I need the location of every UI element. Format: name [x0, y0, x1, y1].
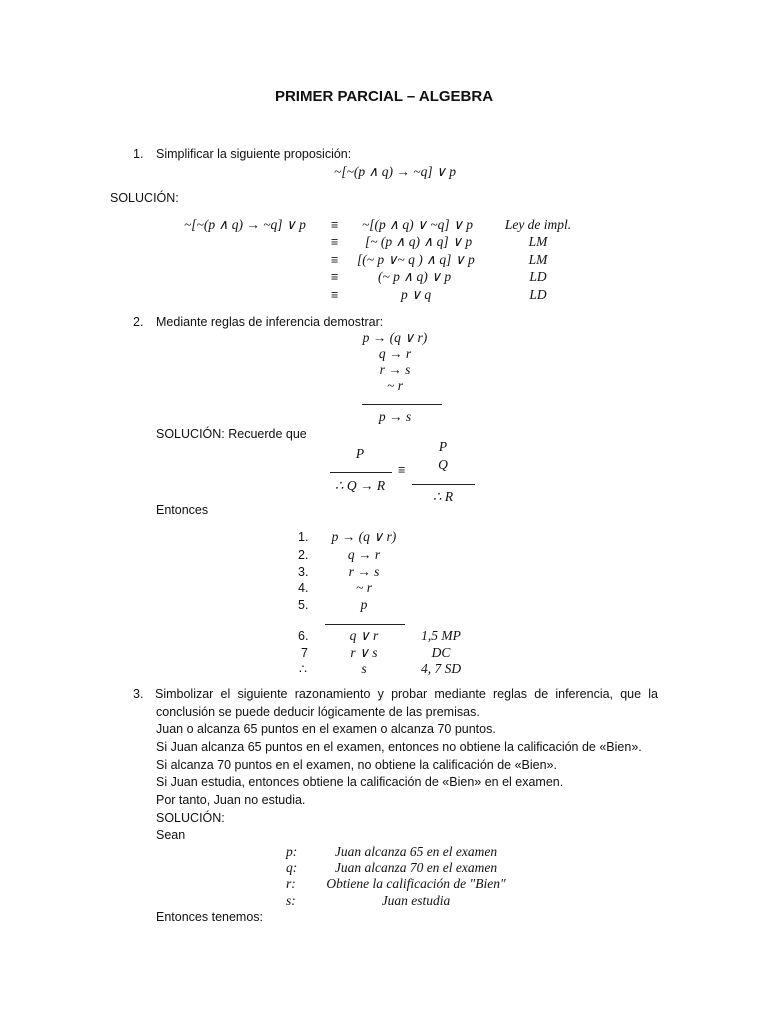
q2-premise: ~ r	[387, 378, 403, 393]
rule-equiv-sign: ≡	[398, 463, 406, 477]
q3-first-line: Simbolizar el siguiente razonamiento y probar mediante reglas de inferencia, que la	[155, 687, 658, 701]
q3-def-variable: s:	[286, 893, 296, 908]
q3-def-description: Obtiene la calificación de "Bien"	[326, 876, 506, 891]
proof-line-expression: p	[360, 597, 368, 612]
proof-line-expression: r → s	[348, 564, 380, 579]
q1-step-rule: LM	[528, 252, 548, 267]
rule-right-conclusion: ∴ R	[432, 489, 454, 504]
equiv-sign: ≡	[331, 218, 339, 232]
equiv-sign: ≡	[331, 270, 339, 284]
q1-step-expression: ~[(p ∧ q) ∨ ~q] ∨ p	[362, 217, 473, 232]
proof-line-expression: q ∨ r	[349, 628, 379, 643]
q3-def-description: Juan alcanza 65 en el examen	[334, 844, 498, 859]
proof-line-number: 6.	[298, 629, 309, 643]
q3-def-variable: p:	[286, 844, 298, 859]
rule-right-premise: Q	[438, 457, 448, 472]
q3-text-line: Sean	[156, 828, 186, 842]
proof-line-number: 7	[301, 646, 308, 660]
proof-line-expression: p → (q ∨ r)	[331, 529, 397, 544]
q1-step-rule: LM	[528, 234, 548, 249]
equiv-sign: ≡	[331, 288, 339, 302]
q3-text-line: SOLUCIÓN:	[156, 811, 225, 825]
q3-text-line: Si Juan alcanza 65 puntos en el examen, entonces no obtiene la calificación de «Bien».	[156, 740, 642, 754]
q1-solution-label: SOLUCIÓN:	[110, 191, 179, 205]
q2-premise: p → (q ∨ r)	[362, 330, 428, 345]
proof-line-expression: q → r	[347, 547, 381, 562]
proof-rule-line	[325, 624, 405, 625]
q2-number: 2.	[133, 315, 144, 329]
q2-conclusion-rule-line	[362, 404, 442, 405]
equiv-sign: ≡	[331, 253, 339, 267]
q1-number: 1.	[133, 147, 144, 161]
q3-def-variable: q:	[286, 860, 298, 875]
proof-line-number: 1.	[298, 530, 309, 544]
rule-right-premise: P	[438, 439, 448, 454]
q1-start-expression: ~[~(p ∧ q) → ~q] ∨ p	[184, 217, 306, 232]
q2-conclusion: p → s	[378, 409, 412, 424]
q1-step-expression: [~ (p ∧ q) ∧ q] ∨ p	[365, 234, 473, 249]
page-title: PRIMER PARCIAL – ALGEBRA	[274, 88, 494, 105]
proof-line-justification: DC	[431, 645, 451, 660]
proof-line-justification: 4, 7 SD	[420, 661, 462, 676]
q3-text-line: Si Juan estudia, entonces obtiene la calificación de «Bien» en el examen.	[156, 775, 564, 789]
q1-step-rule: LD	[529, 287, 547, 302]
q2-recall-text: SOLUCIÓN: Recuerde que	[156, 427, 307, 441]
q3-text-line: Por tanto, Juan no estudia.	[156, 793, 306, 807]
proof-line-number: 2.	[298, 548, 309, 562]
rule-left-premise: P	[355, 446, 365, 461]
q3-text-line: conclusión se puede deducir lógicamente de las premisas.	[156, 705, 480, 719]
rule-left-conclusion: ∴ Q → R	[334, 478, 386, 493]
q1-step-rule: Ley de impl.	[504, 217, 572, 232]
q1-expression: ~[~(p ∧ q) → ~q] ∨ p	[334, 164, 456, 179]
proof-line-number: 4.	[298, 581, 309, 595]
q3-number: 3.	[133, 687, 144, 701]
q3-then-text: Entonces tenemos:	[156, 910, 264, 924]
rule-left-line	[330, 472, 392, 473]
proof-line-number: 3.	[298, 565, 309, 579]
q1-prompt: Simplificar la siguiente proposición:	[156, 147, 352, 161]
q3-text-line: Juan o alcanza 65 puntos en el examen o alcanza 70 puntos.	[156, 722, 496, 736]
q3-def-variable: r:	[286, 876, 296, 891]
proof-line-expression: s	[361, 661, 367, 676]
q3-def-description: Juan estudia	[381, 893, 451, 908]
q2-then-text: Entonces	[156, 503, 209, 517]
rule-right-line	[412, 484, 475, 485]
q1-step-rule: LD	[529, 269, 547, 284]
q3-def-description: Juan alcanza 70 en el examen	[334, 860, 498, 875]
equiv-sign: ≡	[331, 235, 339, 249]
q2-premise: r → s	[379, 362, 411, 377]
proof-line-expression: r ∨ s	[350, 645, 378, 660]
proof-line-expression: ~ r	[356, 580, 372, 595]
q3-text-line: Si alcanza 70 puntos en el examen, no obtiene la calificación de «Bien».	[156, 758, 557, 772]
q2-premise: q → r	[378, 346, 412, 361]
proof-line-number: ∴	[299, 662, 307, 676]
proof-line-justification: 1,5 MP	[421, 628, 461, 643]
q1-step-expression: (~ p ∧ q) ∨ p	[378, 269, 452, 284]
q2-prompt: Mediante reglas de inferencia demostrar:	[156, 315, 384, 329]
q1-step-expression: [(~ p ∨~ q ) ∧ q] ∨ p	[357, 252, 475, 267]
q1-step-expression: p ∨ q	[401, 287, 432, 302]
proof-line-number: 5.	[298, 598, 309, 612]
